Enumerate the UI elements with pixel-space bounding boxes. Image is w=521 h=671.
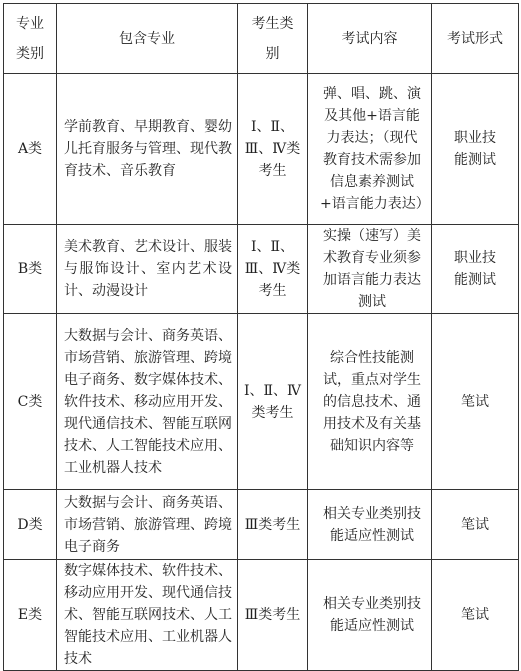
exam-content-cell: 相关专业类别技能适应性测试 xyxy=(308,490,432,560)
exam-content-cell: 相关专业类别技能适应性测试 xyxy=(308,560,432,671)
table-row xyxy=(4,74,519,225)
exam-content-cell: 弹、唱、跳、演及其他+语言能力表达；（现代教育技术需参加信息素养测试+语言能力表达） xyxy=(308,74,432,225)
majors-cell: 美术教育、艺术设计、服装与服饰设计、室内艺术设计、动漫设计 xyxy=(57,225,238,314)
candidate-type-cell: Ⅲ类考生 xyxy=(238,560,308,671)
exam-form-cell: 职业技能测试 xyxy=(432,74,519,225)
header-exam-form: 考试形式 xyxy=(432,4,519,74)
table-row xyxy=(4,225,519,314)
table-row xyxy=(4,560,519,671)
exam-form-cell: 笔试 xyxy=(432,314,519,490)
exam-form-cell: 职业技能测试 xyxy=(432,225,519,314)
majors-cell: 学前教育、早期教育、婴幼儿托育服务与管理、现代教育技术、音乐教育 xyxy=(57,74,238,225)
category-cell: B类 xyxy=(4,225,57,314)
majors-cell: 数字媒体技术、软件技术、移动应用开发、现代通信技术、智能互联网技术、人工智能技术应用、工业机器人技术 xyxy=(57,560,238,671)
category-cell: D类 xyxy=(4,490,57,560)
candidate-type-cell: Ⅰ、Ⅱ、Ⅲ、Ⅳ类考生 xyxy=(238,74,308,225)
exam-form-cell: 笔试 xyxy=(432,490,519,560)
table-row xyxy=(4,314,519,490)
exam-content-cell: 综合性技能测试，重点对学生的信息技术、通用技术及有关基础知识内容等 xyxy=(308,314,432,490)
exam-form-cell: 笔试 xyxy=(432,560,519,671)
category-cell: A类 xyxy=(4,74,57,225)
header-candidate-type: 考生类别 xyxy=(238,4,308,74)
exam-table xyxy=(3,3,519,671)
exam-content-cell: 实操（速写）美术教育专业须参加语言能力表达测试 xyxy=(308,225,432,314)
candidate-type-cell: Ⅰ、Ⅱ、Ⅳ类考生 xyxy=(238,314,308,490)
candidate-type-cell: Ⅲ类考生 xyxy=(238,490,308,560)
candidate-type-cell: Ⅰ、Ⅱ、Ⅲ、Ⅳ类考生 xyxy=(238,225,308,314)
header-category: 专业类别 xyxy=(4,4,57,74)
majors-cell: 大数据与会计、商务英语、市场营销、旅游管理、跨境电子商务、数字媒体技术、软件技术、移动应用开发、现代通信技术、智能互联网技术、人工智能技术应用、工业机器人技术 xyxy=(57,314,238,490)
majors-cell: 大数据与会计、商务英语、市场营销、旅游管理、跨境电子商务 xyxy=(57,490,238,560)
header-row xyxy=(4,4,519,74)
header-majors: 包含专业 xyxy=(57,4,238,74)
category-cell: C类 xyxy=(4,314,57,490)
category-cell: E类 xyxy=(4,560,57,671)
header-exam-content: 考试内容 xyxy=(308,4,432,74)
table-row xyxy=(4,490,519,560)
